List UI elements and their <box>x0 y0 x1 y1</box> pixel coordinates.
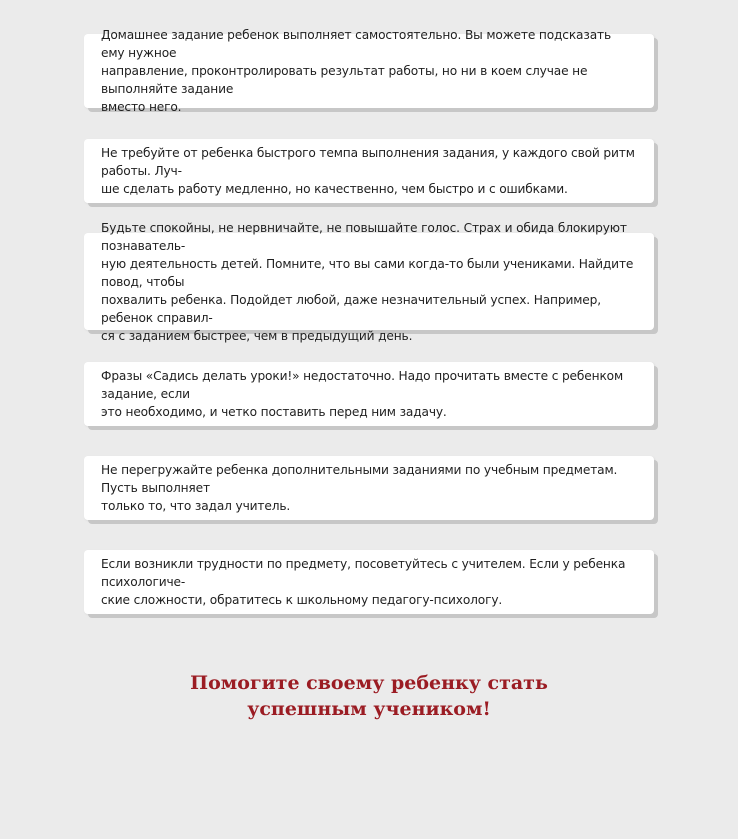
tip-card <box>84 550 654 614</box>
tip-text: Если возникли трудности по предмету, посоветуйтесь с учителем. Если у ребенка психологиче- ские сложности, обратитесь к школьному педагогу-психологу. <box>101 557 626 607</box>
closing-line-1: Помогите своему ребенку стать <box>190 672 548 694</box>
tip-text: Не перегружайте ребенка дополнительными заданиями по учебным предметам. Пусть выполняет только то, что задал учитель. <box>101 463 618 513</box>
tip-text: Не требуйте от ребенка быстрого темпа выполнения задания, у каждого свой ритм работы. Луч- ше сделать работу медленно, но качественно, чем быстро и с ошибками. <box>101 146 635 196</box>
tip-card <box>84 220 654 343</box>
closing-message <box>84 670 654 722</box>
tip-card <box>84 28 654 114</box>
closing-line-2: успешным учеником! <box>247 698 491 720</box>
tip-card <box>84 139 654 203</box>
tip-text: Фразы «Садись делать уроки!» недостаточно. Надо прочитать вместе с ребенком задание, если это необходимо, и четко поставить перед ним задачу. <box>101 369 624 419</box>
tip-text: Будьте спокойны, не нервничайте, не повышайте голос. Страх и обида блокируют познаватель- ную деятельность детей. Помните, что вы сами когда-то были учениками. Найдите повод, чтобы похвалить ребенка. Подойдет любой, даже незначительный успех. Например, ребенок справил- ся с заданием быстрее, чем в предыдущий день. <box>101 220 634 343</box>
tip-card <box>84 456 654 520</box>
tip-text: Домашнее задание ребенок выполняет самостоятельно. Вы можете подсказать ему нужное направление, проконтролировать результат работы, но ни в коем случае не выполняйте задание вместо него. <box>101 28 612 114</box>
tip-card <box>84 362 654 426</box>
